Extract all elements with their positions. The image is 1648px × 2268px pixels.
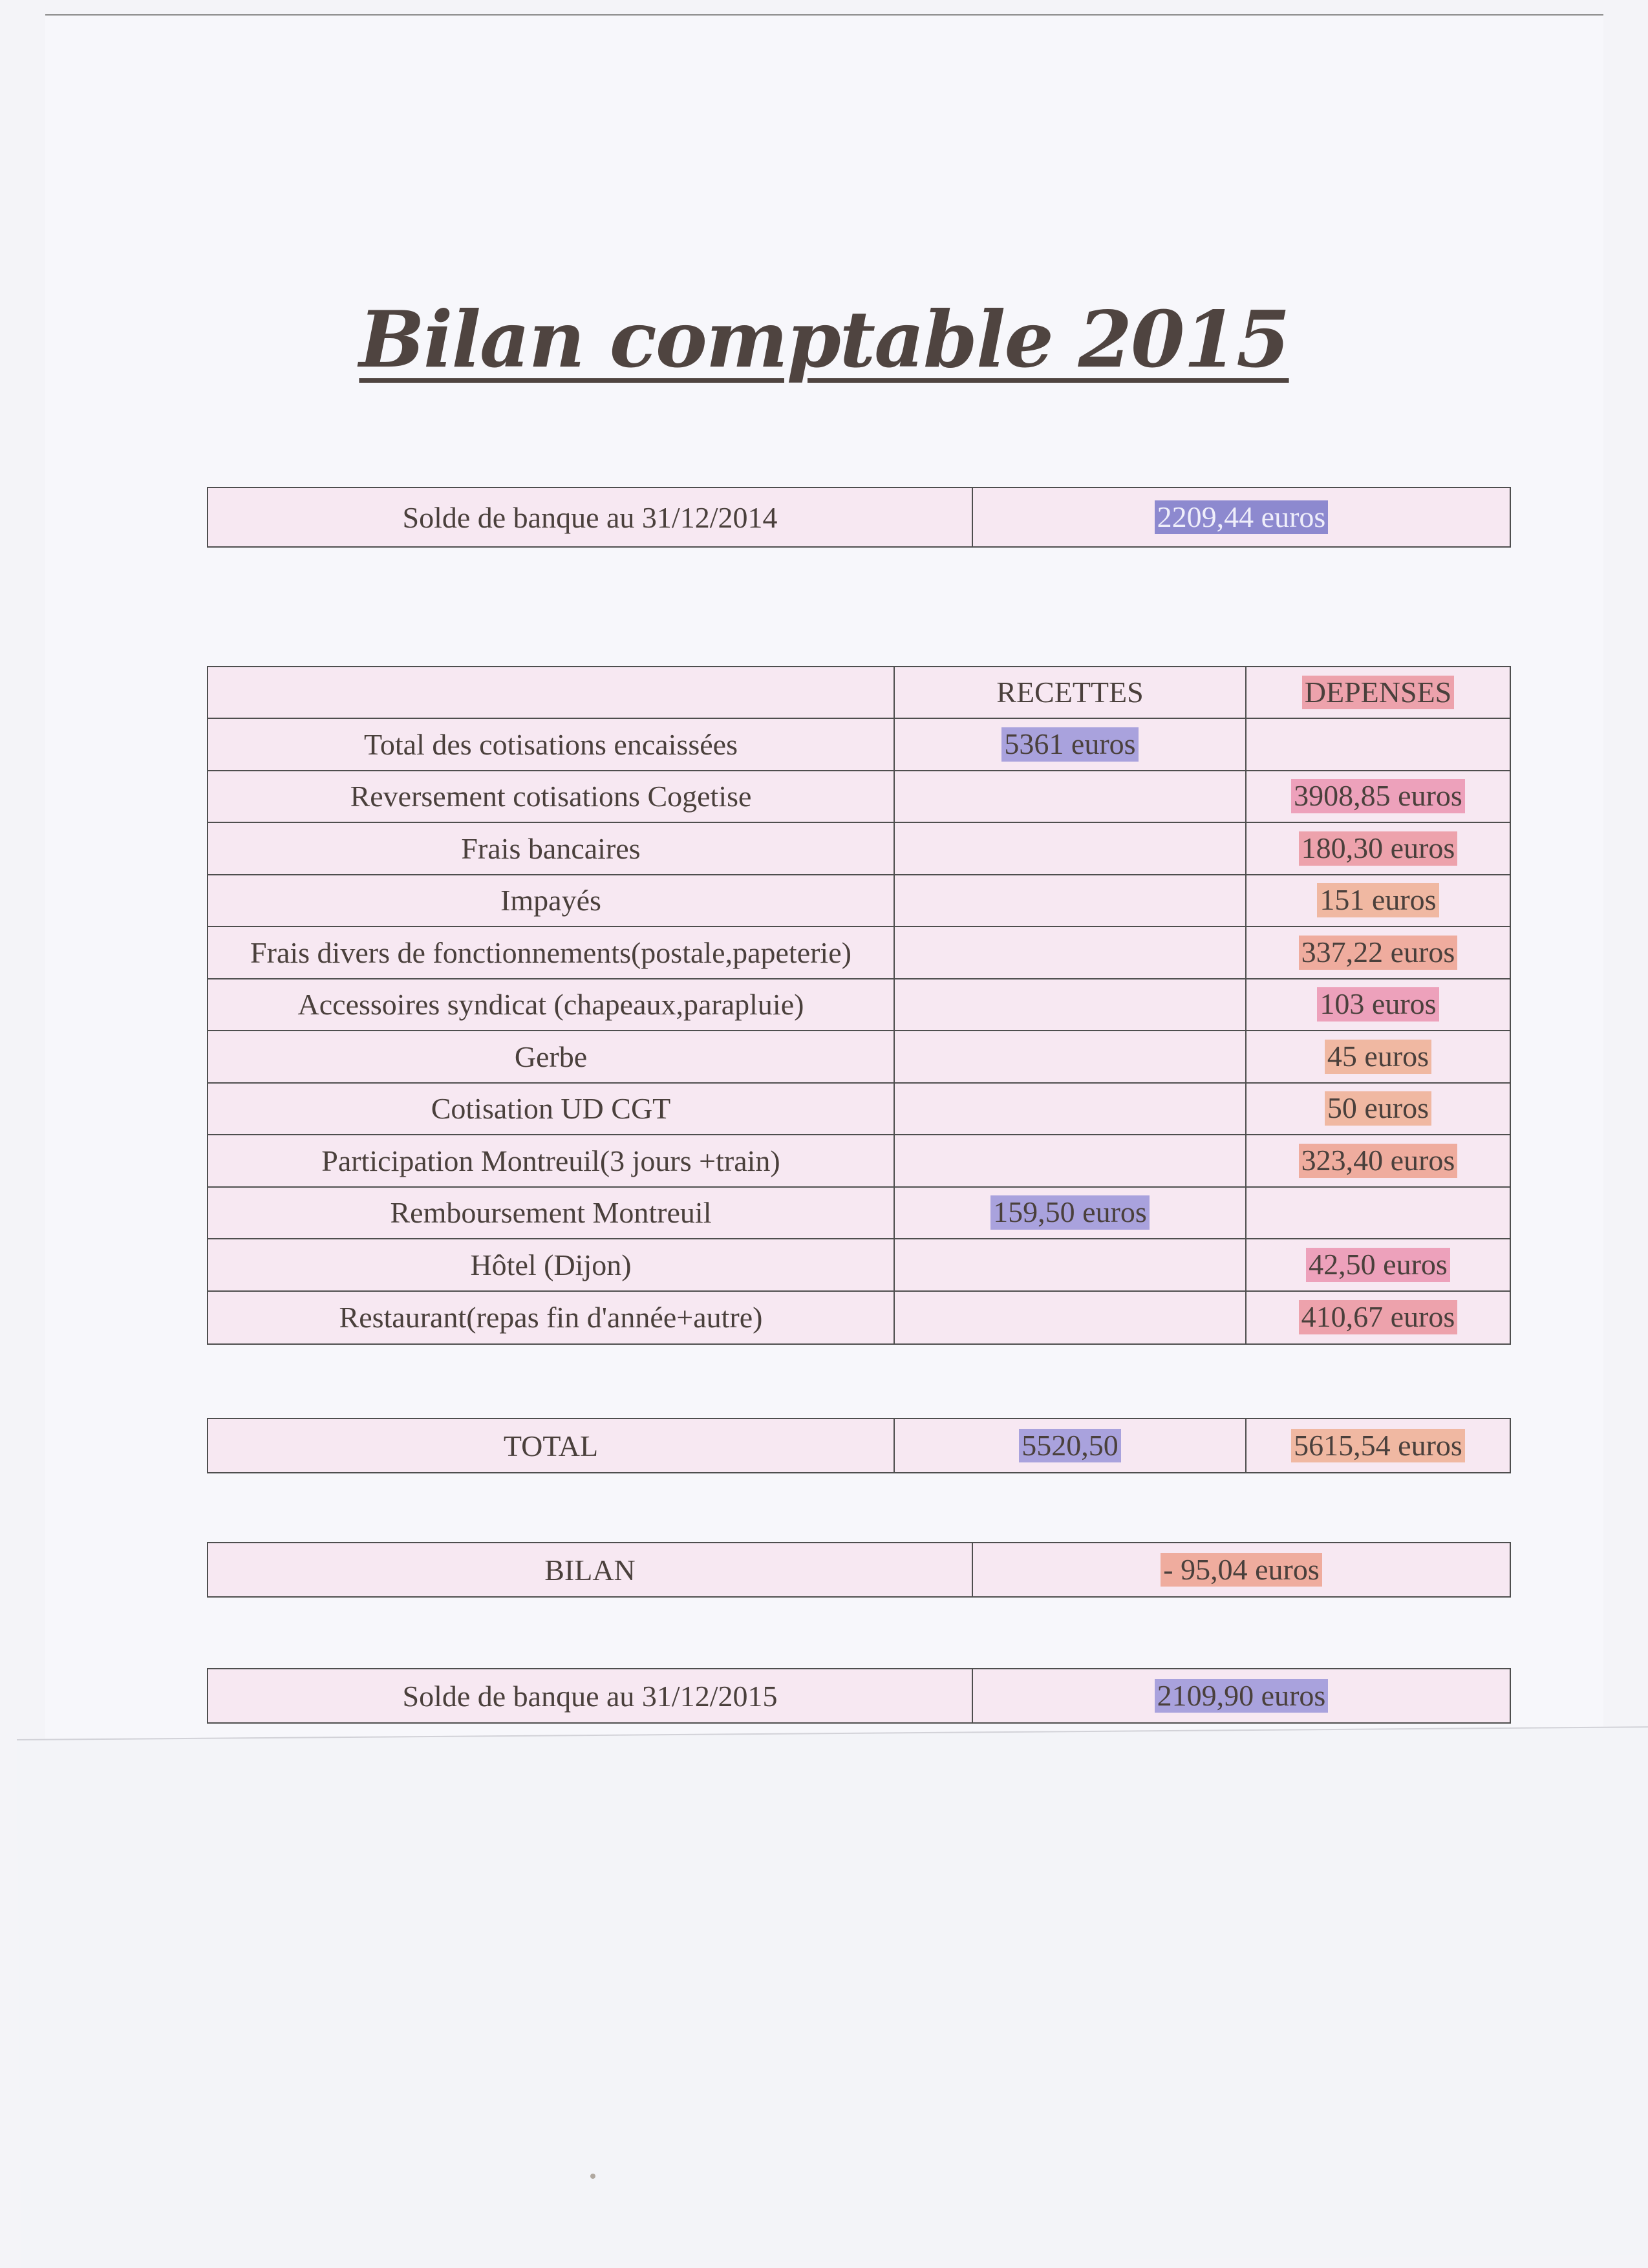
- row-recettes-cell: [895, 927, 1247, 978]
- bilan-value-cell: [973, 1543, 1510, 1596]
- row-depenses-cell: [1247, 875, 1510, 926]
- table-row: [208, 771, 1510, 824]
- accounting-table: [207, 666, 1511, 1345]
- header-depenses-cell: [1247, 667, 1510, 718]
- row-label: Total des cotisations encaissées: [208, 719, 895, 770]
- table-row: [208, 1292, 1510, 1344]
- bilan-label: BILAN: [208, 1543, 973, 1596]
- table-row: [208, 979, 1510, 1032]
- total-label: TOTAL: [208, 1419, 895, 1472]
- row-depenses-value: 151 euros: [1317, 883, 1439, 917]
- paper-speck: [590, 2174, 595, 2179]
- row-label: Cotisation UD CGT: [208, 1084, 895, 1135]
- row-depenses-cell: [1247, 1292, 1510, 1344]
- bilan-value: - 95,04 euros: [1161, 1553, 1322, 1587]
- row-label: Impayés: [208, 875, 895, 926]
- closing-balance-value: 2109,90 euros: [1155, 1679, 1329, 1713]
- opening-balance-value: 2209,44 euros: [1155, 500, 1329, 535]
- row-depenses-value: 323,40 euros: [1299, 1144, 1458, 1178]
- row-recettes-cell: [895, 875, 1247, 926]
- header-recettes: RECETTES: [996, 675, 1144, 709]
- row-recettes-cell: [895, 1031, 1247, 1082]
- row-depenses-cell: [1247, 1084, 1510, 1135]
- bilan-box: [207, 1542, 1511, 1598]
- row-label: Frais divers de fonctionnements(postale,papeterie): [208, 927, 895, 978]
- row-depenses-value: 50 euros: [1325, 1091, 1431, 1126]
- table-header-row: [208, 667, 1510, 719]
- row-label: Restaurant(repas fin d'année+autre): [208, 1292, 895, 1344]
- second-sheet: [17, 1726, 1648, 2268]
- row-recettes-cell: [895, 979, 1247, 1031]
- row-label: Remboursement Montreuil: [208, 1188, 895, 1239]
- header-recettes-cell: [895, 667, 1247, 718]
- row-depenses-value: 180,30 euros: [1299, 831, 1458, 866]
- row-label: Gerbe: [208, 1031, 895, 1082]
- row-depenses-cell: [1247, 1135, 1510, 1186]
- opening-balance-box: [207, 487, 1511, 548]
- row-depenses-cell: [1247, 1031, 1510, 1082]
- row-recettes-cell: [895, 1135, 1247, 1186]
- table-row: [208, 1239, 1510, 1292]
- table-row: [208, 875, 1510, 928]
- row-label: Frais bancaires: [208, 823, 895, 874]
- row-depenses-cell: [1247, 823, 1510, 874]
- total-recettes-cell: [895, 1419, 1247, 1472]
- total-depenses-cell: [1247, 1419, 1510, 1472]
- row-label: Reversement cotisations Cogetise: [208, 771, 895, 822]
- header-blank-cell: [208, 667, 895, 718]
- row-recettes-cell: [895, 1239, 1247, 1290]
- row-label: Participation Montreuil(3 jours +train): [208, 1135, 895, 1186]
- row-recettes-cell: [895, 823, 1247, 874]
- row-depenses-cell: [1247, 1239, 1510, 1290]
- row-depenses-cell: [1247, 927, 1510, 978]
- table-row: [208, 719, 1510, 771]
- row-recettes-value: 159,50 euros: [990, 1195, 1150, 1230]
- table-row: [208, 927, 1510, 979]
- table-row: [208, 1031, 1510, 1084]
- row-depenses-cell: [1247, 1188, 1510, 1239]
- row-label: Accessoires syndicat (chapeaux,parapluie): [208, 979, 895, 1031]
- row-recettes-cell: [895, 1084, 1247, 1135]
- table-row: [208, 1188, 1510, 1240]
- total-depenses-value: 5615,54 euros: [1291, 1429, 1465, 1463]
- row-depenses-cell: [1247, 719, 1510, 770]
- closing-balance-box: [207, 1668, 1511, 1724]
- table-row: [208, 1084, 1510, 1136]
- row-depenses-cell: [1247, 979, 1510, 1031]
- total-box: [207, 1418, 1511, 1473]
- row-recettes-cell: [895, 719, 1247, 770]
- opening-balance-value-cell: [973, 488, 1510, 546]
- opening-balance-label: Solde de banque au 31/12/2014: [208, 488, 973, 546]
- row-recettes-value: 5361 euros: [1001, 727, 1138, 762]
- row-depenses-value: 103 euros: [1317, 987, 1439, 1022]
- row-label: Hôtel (Dijon): [208, 1239, 895, 1290]
- row-recettes-cell: [895, 1188, 1247, 1239]
- table-row: [208, 823, 1510, 875]
- total-recettes-value: 5520,50: [1019, 1429, 1121, 1463]
- header-depenses: DEPENSES: [1302, 676, 1454, 710]
- row-depenses-value: 3908,85 euros: [1291, 779, 1465, 813]
- closing-balance-label: Solde de banque au 31/12/2015: [208, 1669, 973, 1722]
- row-depenses-value: 410,67 euros: [1299, 1300, 1458, 1334]
- row-recettes-cell: [895, 1292, 1247, 1344]
- closing-balance-value-cell: [973, 1669, 1510, 1722]
- row-depenses-cell: [1247, 771, 1510, 822]
- row-depenses-value: 337,22 euros: [1299, 936, 1458, 970]
- row-recettes-cell: [895, 771, 1247, 822]
- row-depenses-value: 45 euros: [1325, 1040, 1431, 1074]
- document-title: Bilan comptable 2015: [359, 294, 1289, 385]
- table-row: [208, 1135, 1510, 1188]
- row-depenses-value: 42,50 euros: [1306, 1248, 1450, 1282]
